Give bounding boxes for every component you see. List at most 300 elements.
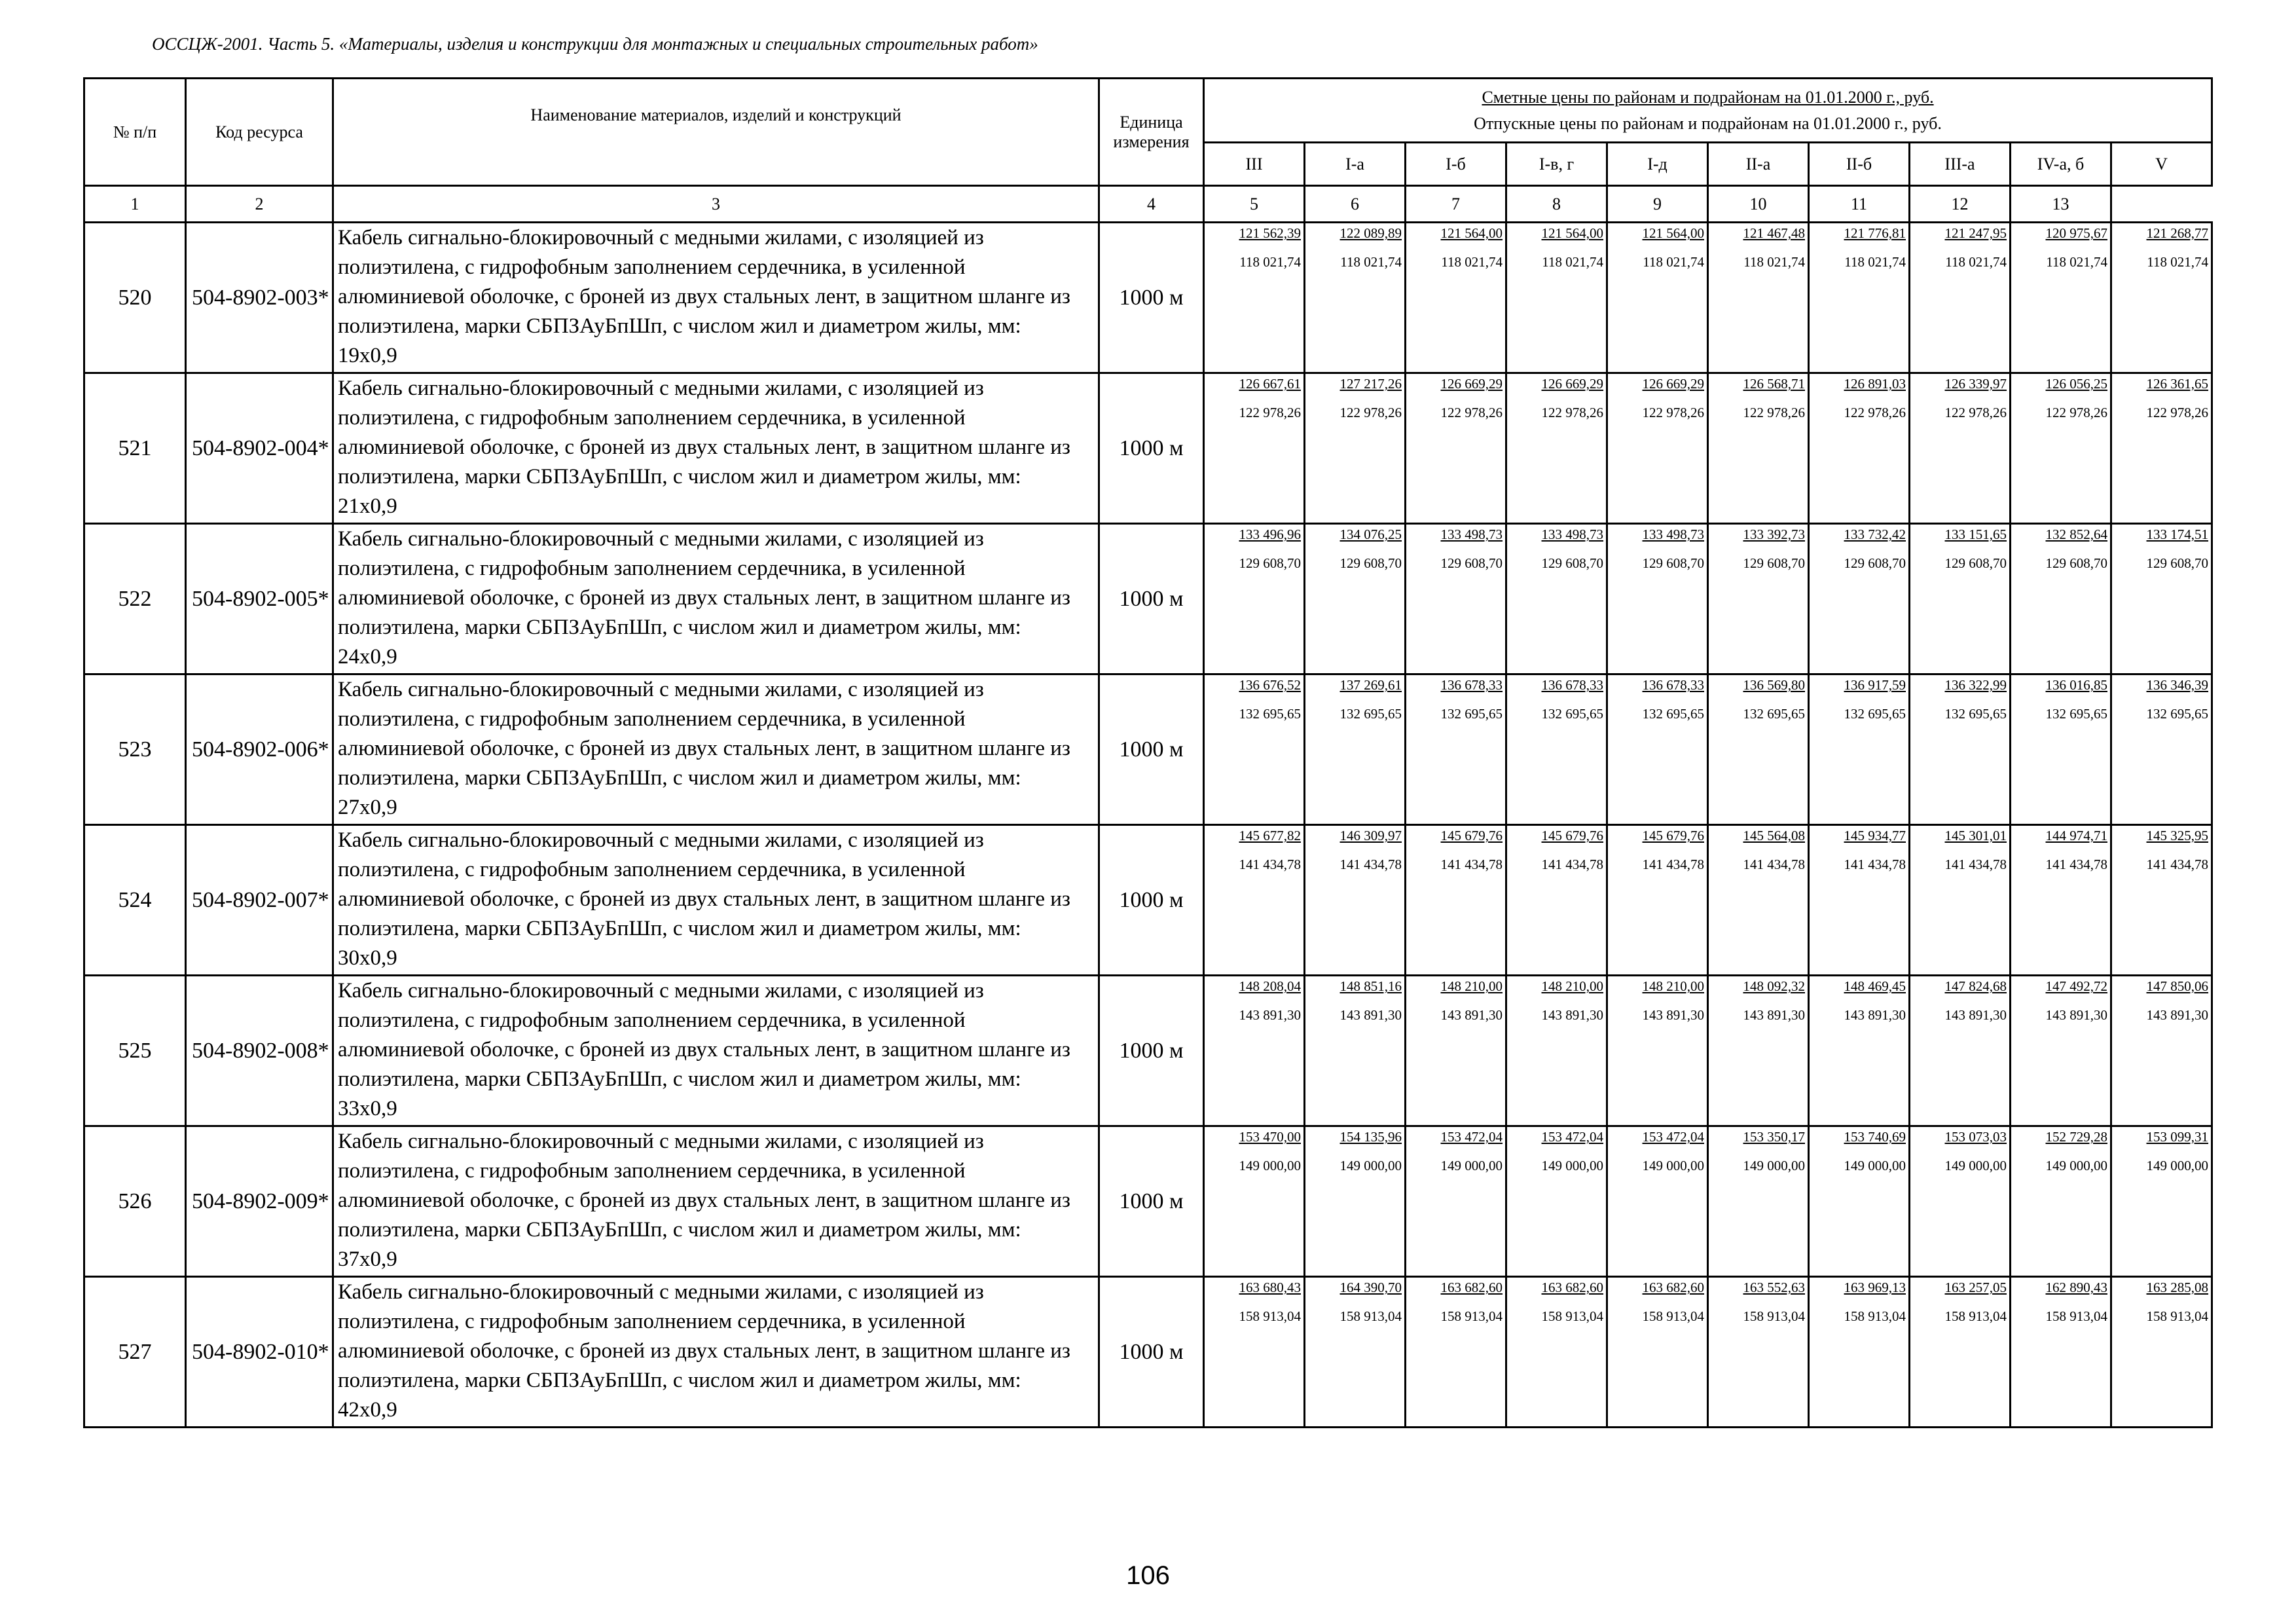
estimate-price: 136 569,80	[1743, 677, 1805, 693]
price-cell	[1406, 1277, 1506, 1428]
price-cell	[1809, 524, 1910, 674]
estimate-price: 121 562,39	[1239, 225, 1301, 241]
price-cell	[1607, 524, 1708, 674]
release-price: 122 978,26	[2045, 405, 2107, 420]
price-cell	[2111, 825, 2212, 976]
estimate-price: 133 392,73	[1743, 526, 1805, 542]
row-number: 520	[84, 223, 186, 373]
resource-code: 504-8902-006*	[186, 674, 333, 825]
release-price: 132 695,65	[1743, 706, 1805, 722]
release-price: 118 021,74	[1844, 254, 1906, 270]
price-cell	[1305, 674, 1406, 825]
description-line: 37х0,9	[338, 1247, 397, 1271]
price-cell	[1506, 373, 1607, 524]
estimate-price: 133 151,65	[1944, 526, 2007, 542]
release-price: 141 434,78	[1541, 857, 1603, 872]
release-price: 143 891,30	[1440, 1007, 1503, 1023]
column-header-unit: Единица измерения	[1099, 79, 1204, 186]
description-line: алюминиевой оболочке, с броней из двух стальных лент, в защитном шланге из	[338, 737, 1070, 760]
material-description	[333, 976, 1099, 1126]
release-price: 129 608,70	[2146, 555, 2209, 571]
estimate-price: 153 472,04	[1642, 1129, 1704, 1145]
price-cell	[1305, 1277, 1406, 1428]
row-number: 521	[84, 373, 186, 524]
description-line: полиэтилена, марки СБПЗАуБпШп, с числом жил и диаметром жилы, мм:	[338, 1218, 1021, 1242]
release-price: 158 913,04	[1743, 1308, 1805, 1324]
row-number: 522	[84, 524, 186, 674]
description-line: 30х0,9	[338, 946, 397, 970]
prices-title-estimate: Сметные цены по районам и подрайонам на 01.01.2000 г., руб.	[1482, 87, 1934, 107]
release-price: 118 021,74	[2046, 254, 2107, 270]
estimate-price: 146 309,97	[1339, 828, 1402, 843]
estimate-price: 154 135,96	[1339, 1129, 1402, 1145]
estimate-price: 132 852,64	[2045, 526, 2107, 542]
price-cell	[1204, 223, 1305, 373]
price-cell	[2011, 674, 2111, 825]
release-price: 141 434,78	[1844, 857, 1906, 872]
column-number: 2	[186, 186, 333, 223]
release-price: 149 000,00	[1944, 1158, 2007, 1173]
estimate-price: 164 390,70	[1339, 1280, 1402, 1295]
estimate-price: 152 729,28	[2045, 1129, 2107, 1145]
header-row-numbers	[84, 186, 2212, 223]
estimate-price: 137 269,61	[1339, 677, 1402, 693]
estimate-price: 133 496,96	[1239, 526, 1301, 542]
estimate-price: 136 322,99	[1944, 677, 2007, 693]
release-price: 122 978,26	[1239, 405, 1301, 420]
price-cell	[2011, 373, 2111, 524]
column-header-region: IV-а, б	[2011, 143, 2111, 186]
description-line: 24х0,9	[338, 645, 397, 669]
release-price: 122 978,26	[1541, 405, 1603, 420]
price-cell	[1607, 373, 1708, 524]
price-cell	[1406, 223, 1506, 373]
estimate-price: 121 776,81	[1844, 225, 1906, 241]
column-number: 3	[333, 186, 1099, 223]
estimate-price: 148 210,00	[1642, 978, 1704, 994]
estimate-price: 126 568,71	[1743, 376, 1805, 392]
estimate-price: 163 680,43	[1239, 1280, 1301, 1295]
price-cell	[1506, 825, 1607, 976]
estimate-price: 145 301,01	[1944, 828, 2007, 843]
estimate-price: 148 092,32	[1743, 978, 1805, 994]
estimate-price: 121 564,00	[1440, 225, 1503, 241]
description-line: полиэтилена, с гидрофобным заполнением сердечника, в усиленной	[338, 255, 966, 279]
release-price: 141 434,78	[1239, 857, 1301, 872]
estimate-price: 136 678,33	[1642, 677, 1704, 693]
estimate-price: 148 210,00	[1541, 978, 1603, 994]
estimate-price: 126 891,03	[1844, 376, 1906, 392]
estimate-price: 127 217,26	[1339, 376, 1402, 392]
release-price: 141 434,78	[1642, 857, 1704, 872]
price-cell	[1305, 373, 1406, 524]
price-cell	[1809, 976, 1910, 1126]
description-line: Кабель сигнально-блокировочный с медными жилами, с изоляцией из	[338, 1280, 984, 1304]
price-cell	[1708, 524, 1809, 674]
prices-title-release: Отпускные цены по районам и подрайонам на 01.01.2000 г., руб.	[1474, 113, 1942, 133]
material-description	[333, 1126, 1099, 1277]
unit-of-measure: 1000 м	[1099, 524, 1204, 674]
material-description	[333, 524, 1099, 674]
release-price: 122 978,26	[1339, 405, 1402, 420]
release-price: 141 434,78	[1743, 857, 1805, 872]
estimate-price: 126 669,29	[1642, 376, 1704, 392]
column-number: 8	[1506, 186, 1607, 223]
release-price: 132 695,65	[1944, 706, 2007, 722]
release-price: 129 608,70	[1844, 555, 1906, 571]
estimate-price: 133 498,73	[1440, 526, 1503, 542]
price-cell	[1607, 674, 1708, 825]
estimate-price: 153 470,00	[1239, 1129, 1301, 1145]
column-header-region: III	[1204, 143, 1305, 186]
estimate-price: 136 678,33	[1541, 677, 1603, 693]
release-price: 158 913,04	[1844, 1308, 1906, 1324]
price-cell	[1809, 825, 1910, 976]
row-number: 527	[84, 1277, 186, 1428]
estimate-price: 153 472,04	[1440, 1129, 1503, 1145]
release-price: 132 695,65	[1339, 706, 1402, 722]
price-cell	[2111, 223, 2212, 373]
price-cell	[2011, 1126, 2111, 1277]
release-price: 118 021,74	[2147, 254, 2209, 270]
column-number: 5	[1204, 186, 1305, 223]
price-table	[83, 77, 2213, 1428]
release-price: 149 000,00	[1339, 1158, 1402, 1173]
price-cell	[1910, 1126, 2011, 1277]
release-price: 158 913,04	[1642, 1308, 1704, 1324]
estimate-price: 126 669,29	[1541, 376, 1603, 392]
estimate-price: 144 974,71	[2045, 828, 2107, 843]
release-price: 118 021,74	[1743, 254, 1805, 270]
table-row	[84, 674, 2212, 825]
release-price: 141 434,78	[1944, 857, 2007, 872]
description-line: полиэтилена, марки СБПЗАуБпШп, с числом жил и диаметром жилы, мм:	[338, 766, 1021, 790]
price-cell	[1607, 1126, 1708, 1277]
estimate-price: 136 346,39	[2146, 677, 2209, 693]
estimate-price: 121 268,77	[2146, 225, 2209, 241]
price-cell	[1708, 1126, 1809, 1277]
estimate-price: 145 679,76	[1541, 828, 1603, 843]
price-cell	[1506, 674, 1607, 825]
resource-code: 504-8902-009*	[186, 1126, 333, 1277]
description-line: полиэтилена, марки СБПЗАуБпШп, с числом жил и диаметром жилы, мм:	[338, 1067, 1021, 1091]
column-number: 10	[1708, 186, 1809, 223]
resource-code: 504-8902-008*	[186, 976, 333, 1126]
description-line: полиэтилена, с гидрофобным заполнением сердечника, в усиленной	[338, 858, 966, 881]
release-price: 158 913,04	[1339, 1308, 1402, 1324]
description-line: полиэтилена, с гидрофобным заполнением сердечника, в усиленной	[338, 1159, 966, 1183]
release-price: 143 891,30	[1541, 1007, 1603, 1023]
row-number: 523	[84, 674, 186, 825]
release-price: 149 000,00	[1239, 1158, 1301, 1173]
column-header-code: Код ресурса	[186, 79, 333, 186]
estimate-price: 162 890,43	[2045, 1280, 2107, 1295]
price-cell	[2011, 524, 2111, 674]
estimate-price: 126 361,65	[2146, 376, 2209, 392]
price-cell	[1305, 223, 1406, 373]
estimate-price: 147 850,06	[2146, 978, 2209, 994]
estimate-price: 126 056,25	[2045, 376, 2107, 392]
resource-code: 504-8902-003*	[186, 223, 333, 373]
release-price: 158 913,04	[1541, 1308, 1603, 1324]
description-line: полиэтилена, с гидрофобным заполнением сердечника, в усиленной	[338, 707, 966, 731]
release-price: 143 891,30	[1944, 1007, 2007, 1023]
release-price: 132 695,65	[1642, 706, 1704, 722]
price-cell	[1406, 976, 1506, 1126]
description-line: 42х0,9	[338, 1398, 397, 1422]
release-price: 141 434,78	[2045, 857, 2107, 872]
material-description	[333, 674, 1099, 825]
table-row	[84, 976, 2212, 1126]
estimate-price: 133 174,51	[2146, 526, 2209, 542]
price-cell	[1305, 1126, 1406, 1277]
estimate-price: 148 208,04	[1239, 978, 1301, 994]
column-header-name: Наименование материалов, изделий и конструкций	[333, 79, 1099, 186]
price-cell	[1910, 1277, 2011, 1428]
estimate-price: 153 472,04	[1541, 1129, 1603, 1145]
release-price: 118 021,74	[1945, 254, 2007, 270]
description-line: полиэтилена, марки СБПЗАуБпШп, с числом жил и диаметром жилы, мм:	[338, 465, 1021, 489]
release-price: 149 000,00	[1844, 1158, 1906, 1173]
column-number: 13	[2011, 186, 2111, 223]
estimate-price: 163 552,63	[1743, 1280, 1805, 1295]
release-price: 132 695,65	[1440, 706, 1503, 722]
material-description	[333, 373, 1099, 524]
estimate-price: 122 089,89	[1339, 225, 1402, 241]
price-cell	[1607, 1277, 1708, 1428]
row-number: 525	[84, 976, 186, 1126]
release-price: 158 913,04	[1440, 1308, 1503, 1324]
release-price: 143 891,30	[1743, 1007, 1805, 1023]
release-price: 122 978,26	[2146, 405, 2209, 420]
price-cell	[1809, 223, 1910, 373]
release-price: 158 913,04	[1944, 1308, 2007, 1324]
estimate-price: 153 099,31	[2146, 1129, 2209, 1145]
column-header-no: № п/п	[84, 79, 186, 186]
price-cell	[1406, 674, 1506, 825]
description-line: алюминиевой оболочке, с броней из двух стальных лент, в защитном шланге из	[338, 285, 1070, 308]
estimate-price: 153 350,17	[1743, 1129, 1805, 1145]
release-price: 132 695,65	[1844, 706, 1906, 722]
estimate-price: 133 498,73	[1642, 526, 1704, 542]
price-cell	[1910, 223, 2011, 373]
release-price: 118 021,74	[1441, 254, 1503, 270]
release-price: 122 978,26	[1743, 405, 1805, 420]
column-header-region: II-а	[1708, 143, 1809, 186]
description-line: 27х0,9	[338, 796, 397, 819]
estimate-price: 136 678,33	[1440, 677, 1503, 693]
release-price: 129 608,70	[1743, 555, 1805, 571]
resource-code: 504-8902-005*	[186, 524, 333, 674]
row-number: 524	[84, 825, 186, 976]
page-number: 106	[1126, 1561, 1170, 1590]
description-line: полиэтилена, марки СБПЗАуБпШп, с числом жил и диаметром жилы, мм:	[338, 917, 1021, 940]
price-cell	[1204, 1277, 1305, 1428]
price-cell	[2011, 825, 2111, 976]
column-header-region: III-а	[1910, 143, 2011, 186]
row-number: 526	[84, 1126, 186, 1277]
estimate-price: 163 285,08	[2146, 1280, 2209, 1295]
description-line: Кабель сигнально-блокировочный с медными жилами, с изоляцией из	[338, 226, 984, 249]
unit-of-measure: 1000 м	[1099, 373, 1204, 524]
unit-of-measure: 1000 м	[1099, 825, 1204, 976]
price-cell	[1506, 1126, 1607, 1277]
column-header-region: I-б	[1406, 143, 1506, 186]
price-cell	[1406, 825, 1506, 976]
release-price: 118 021,74	[1340, 254, 1402, 270]
estimate-price: 136 016,85	[2045, 677, 2107, 693]
description-line: 33х0,9	[338, 1097, 397, 1120]
table-row	[84, 1126, 2212, 1277]
estimate-price: 134 076,25	[1339, 526, 1402, 542]
price-cell	[1305, 524, 1406, 674]
release-price: 129 608,70	[1339, 555, 1402, 571]
estimate-price: 133 498,73	[1541, 526, 1603, 542]
release-price: 143 891,30	[1844, 1007, 1906, 1023]
release-price: 143 891,30	[2146, 1007, 2209, 1023]
price-cell	[1708, 373, 1809, 524]
price-cell	[1607, 223, 1708, 373]
release-price: 143 891,30	[1642, 1007, 1704, 1023]
release-price: 141 434,78	[1440, 857, 1503, 872]
column-number: 9	[1607, 186, 1708, 223]
resource-code: 504-8902-004*	[186, 373, 333, 524]
column-number: 12	[1910, 186, 2011, 223]
price-cell	[1506, 1277, 1607, 1428]
release-price: 122 978,26	[1642, 405, 1704, 420]
unit-of-measure: 1000 м	[1099, 1277, 1204, 1428]
release-price: 122 978,26	[1844, 405, 1906, 420]
description-line: полиэтилена, с гидрофобным заполнением сердечника, в усиленной	[338, 557, 966, 580]
estimate-price: 145 325,95	[2146, 828, 2209, 843]
estimate-price: 163 682,60	[1541, 1280, 1603, 1295]
price-cell	[1204, 1126, 1305, 1277]
price-cell	[1305, 825, 1406, 976]
price-cell	[1406, 1126, 1506, 1277]
unit-of-measure: 1000 м	[1099, 674, 1204, 825]
estimate-price: 163 682,60	[1440, 1280, 1503, 1295]
release-price: 129 608,70	[1541, 555, 1603, 571]
resource-code: 504-8902-010*	[186, 1277, 333, 1428]
price-cell	[1204, 825, 1305, 976]
release-price: 129 608,70	[2045, 555, 2107, 571]
release-price: 118 021,74	[1239, 254, 1301, 270]
estimate-price: 153 740,69	[1844, 1129, 1906, 1145]
release-price: 149 000,00	[2045, 1158, 2107, 1173]
description-line: Кабель сигнально-блокировочный с медными жилами, с изоляцией из	[338, 1130, 984, 1153]
price-cell	[1406, 373, 1506, 524]
price-cell	[1708, 825, 1809, 976]
estimate-price: 136 676,52	[1239, 677, 1301, 693]
price-cell	[2111, 373, 2212, 524]
estimate-price: 147 492,72	[2045, 978, 2107, 994]
description-line: алюминиевой оболочке, с броней из двух стальных лент, в защитном шланге из	[338, 1339, 1070, 1363]
price-cell	[1708, 976, 1809, 1126]
table-row	[84, 524, 2212, 674]
description-line: алюминиевой оболочке, с броней из двух стальных лент, в защитном шланге из	[338, 1038, 1070, 1061]
estimate-price: 126 667,61	[1239, 376, 1301, 392]
header-row-1	[84, 79, 2212, 143]
estimate-price: 163 257,05	[1944, 1280, 2007, 1295]
description-line: Кабель сигнально-блокировочный с медными жилами, с изоляцией из	[338, 527, 984, 551]
estimate-price: 133 732,42	[1844, 526, 1906, 542]
price-cell	[1204, 524, 1305, 674]
price-cell	[1910, 373, 2011, 524]
price-cell	[1809, 1126, 1910, 1277]
estimate-price: 145 679,76	[1642, 828, 1704, 843]
price-cell	[1204, 976, 1305, 1126]
price-cell	[1406, 524, 1506, 674]
column-header-prices	[1204, 79, 2212, 143]
price-cell	[1506, 524, 1607, 674]
price-cell	[1204, 674, 1305, 825]
description-line: полиэтилена, с гидрофобным заполнением сердечника, в усиленной	[338, 406, 966, 430]
material-description	[333, 825, 1099, 976]
price-cell	[1506, 976, 1607, 1126]
release-price: 149 000,00	[1440, 1158, 1503, 1173]
table-row	[84, 825, 2212, 976]
price-cell	[1708, 1277, 1809, 1428]
column-number: 4	[1099, 186, 1204, 223]
release-price: 122 978,26	[1440, 405, 1503, 420]
description-line: Кабель сигнально-блокировочный с медными жилами, с изоляцией из	[338, 979, 984, 1003]
price-cell	[2111, 1126, 2212, 1277]
price-cell	[1910, 825, 2011, 976]
price-cell	[2011, 223, 2111, 373]
estimate-price: 126 339,97	[1944, 376, 2007, 392]
column-number: 7	[1406, 186, 1506, 223]
price-cell	[2011, 1277, 2111, 1428]
price-cell	[1910, 674, 2011, 825]
price-cell	[1506, 223, 1607, 373]
estimate-price: 148 210,00	[1440, 978, 1503, 994]
estimate-price: 145 934,77	[1844, 828, 1906, 843]
estimate-price: 148 469,45	[1844, 978, 1906, 994]
release-price: 129 608,70	[1944, 555, 2007, 571]
release-price: 143 891,30	[1339, 1007, 1402, 1023]
release-price: 118 021,74	[1542, 254, 1603, 270]
estimate-price: 121 564,00	[1541, 225, 1603, 241]
estimate-price: 121 467,48	[1743, 225, 1805, 241]
price-cell	[1809, 1277, 1910, 1428]
estimate-price: 121 564,00	[1642, 225, 1704, 241]
resource-code: 504-8902-007*	[186, 825, 333, 976]
table-row	[84, 223, 2212, 373]
description-line: 21х0,9	[338, 494, 397, 518]
column-header-region: I-а	[1305, 143, 1406, 186]
estimate-price: 153 073,03	[1944, 1129, 2007, 1145]
release-price: 122 978,26	[1944, 405, 2007, 420]
price-cell	[2111, 524, 2212, 674]
release-price: 149 000,00	[1743, 1158, 1805, 1173]
column-number: 11	[1809, 186, 1910, 223]
column-header-region: I-в, г	[1506, 143, 1607, 186]
release-price: 143 891,30	[1239, 1007, 1301, 1023]
estimate-price: 121 247,95	[1944, 225, 2007, 241]
description-line: алюминиевой оболочке, с броней из двух стальных лент, в защитном шланге из	[338, 1189, 1070, 1212]
price-cell	[1910, 524, 2011, 674]
release-price: 118 021,74	[1643, 254, 1704, 270]
estimate-price: 126 669,29	[1440, 376, 1503, 392]
release-price: 129 608,70	[1239, 555, 1301, 571]
price-cell	[1305, 976, 1406, 1126]
release-price: 158 913,04	[2045, 1308, 2107, 1324]
material-description	[333, 223, 1099, 373]
price-cell	[1708, 674, 1809, 825]
price-cell	[2011, 976, 2111, 1126]
estimate-price: 163 682,60	[1642, 1280, 1704, 1295]
release-price: 132 695,65	[1239, 706, 1301, 722]
